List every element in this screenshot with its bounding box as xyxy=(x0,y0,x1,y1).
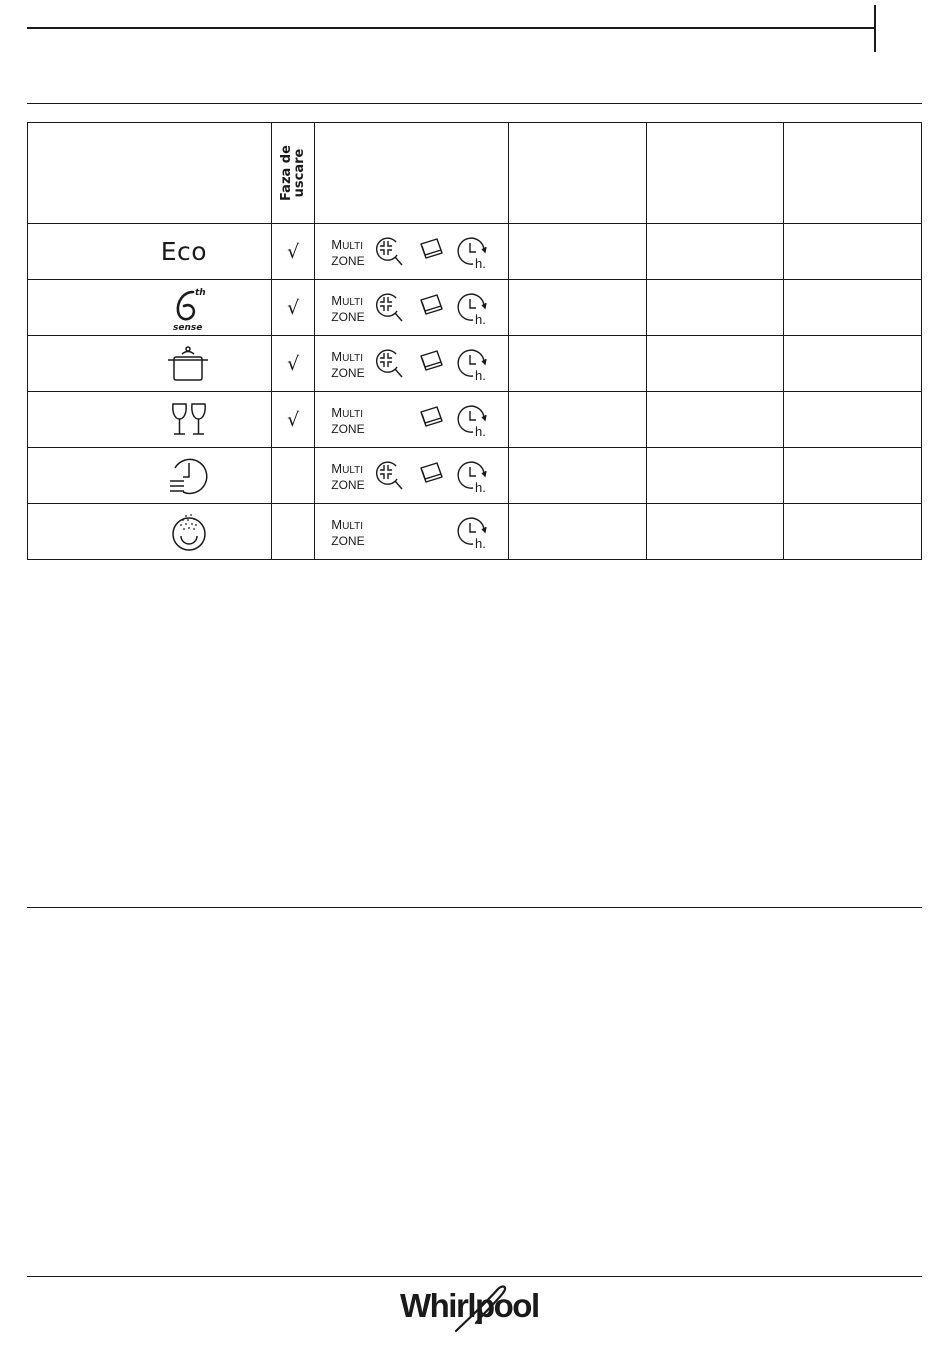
delay-start-icon xyxy=(456,348,492,382)
drying-check xyxy=(272,448,315,504)
table-header-row xyxy=(28,123,922,224)
empty-cell xyxy=(646,336,784,392)
empty-cell xyxy=(646,392,784,448)
options-cell xyxy=(315,504,509,560)
multizone-label: MULTI ZONE xyxy=(331,293,365,324)
drying-header-cell xyxy=(272,123,315,224)
options-cell xyxy=(315,336,509,392)
drying-check: √ xyxy=(272,280,315,336)
glasses-icon xyxy=(169,401,209,439)
options-cell xyxy=(315,224,509,280)
options-cell xyxy=(315,392,509,448)
program-cell xyxy=(28,392,272,448)
options-cell xyxy=(315,280,509,336)
empty-cell xyxy=(784,336,922,392)
top-rule xyxy=(27,27,876,29)
delay-start-icon xyxy=(456,292,492,326)
drying-header-label: Faza de uscare xyxy=(279,145,308,201)
empty-cell xyxy=(646,224,784,280)
corner-mark xyxy=(874,5,876,52)
drying-check: √ xyxy=(272,336,315,392)
tablet-icon xyxy=(417,460,447,488)
multizone-label: MULTI ZONE xyxy=(331,349,365,380)
svg-text:h.: h. xyxy=(475,536,487,550)
svg-text:h.: h. xyxy=(475,424,487,438)
empty-cell xyxy=(509,392,647,448)
delay-start-icon xyxy=(456,516,492,550)
svg-text:Whirlpool: Whirlpool xyxy=(400,1287,539,1324)
table-row xyxy=(28,336,922,392)
svg-text:sense: sense xyxy=(173,322,203,332)
empty-header-cell xyxy=(646,123,784,224)
empty-header-cell xyxy=(784,123,922,224)
section-rule xyxy=(27,103,922,104)
empty-cell xyxy=(509,280,647,336)
table-row xyxy=(28,392,922,448)
empty-cell xyxy=(784,448,922,504)
empty-cell xyxy=(646,448,784,504)
svg-text:h.: h. xyxy=(475,256,487,270)
program-cell xyxy=(28,280,272,336)
whirlpool-logo xyxy=(400,1283,552,1335)
pot-icon xyxy=(167,344,209,384)
tablet-icon xyxy=(417,292,447,320)
delay-start-icon xyxy=(456,460,492,494)
table-row xyxy=(28,280,922,336)
program-table xyxy=(27,122,922,560)
table-row xyxy=(28,224,922,280)
options-header-cell xyxy=(315,123,509,224)
half-load-icon xyxy=(375,460,405,492)
tablet-icon xyxy=(417,404,447,432)
multizone-label: MULTI ZONE xyxy=(331,237,365,268)
options-cell xyxy=(315,448,509,504)
empty-cell xyxy=(509,448,647,504)
svg-text:h.: h. xyxy=(475,368,487,382)
half-load-icon xyxy=(375,236,405,268)
empty-cell xyxy=(646,504,784,560)
prewash-icon xyxy=(169,512,209,552)
empty-cell xyxy=(509,504,647,560)
program-cell xyxy=(28,448,272,504)
table-row xyxy=(28,448,922,504)
drying-check: √ xyxy=(272,392,315,448)
empty-cell xyxy=(784,392,922,448)
svg-text:h.: h. xyxy=(475,312,487,326)
empty-cell xyxy=(509,336,647,392)
program-cell xyxy=(28,336,272,392)
delay-start-icon xyxy=(456,404,492,438)
tablet-icon xyxy=(417,236,447,264)
svg-text:th: th xyxy=(195,287,206,298)
empty-cell xyxy=(784,504,922,560)
delay-start-icon xyxy=(456,236,492,270)
half-load-icon xyxy=(375,348,405,380)
multizone-label: MULTI ZONE xyxy=(331,405,365,436)
empty-cell xyxy=(784,224,922,280)
footer-rule xyxy=(27,1276,922,1277)
table-row xyxy=(28,504,922,560)
empty-cell xyxy=(784,280,922,336)
drying-check xyxy=(272,504,315,560)
program-header-cell xyxy=(28,123,272,224)
program-cell xyxy=(28,504,272,560)
program-cell xyxy=(28,224,272,280)
empty-cell xyxy=(646,280,784,336)
tablet-icon xyxy=(417,348,447,376)
section-rule xyxy=(27,907,922,908)
multizone-label: MULTI ZONE xyxy=(331,461,365,492)
sixth-sense-icon xyxy=(169,284,209,332)
empty-cell xyxy=(509,224,647,280)
fast-plate-icon xyxy=(167,456,209,496)
empty-header-cell xyxy=(509,123,647,224)
multizone-label: MULTI ZONE xyxy=(331,517,365,548)
eco-label: Eco xyxy=(160,237,208,266)
half-load-icon xyxy=(375,292,405,324)
drying-check: √ xyxy=(272,224,315,280)
svg-text:h.: h. xyxy=(475,480,487,494)
